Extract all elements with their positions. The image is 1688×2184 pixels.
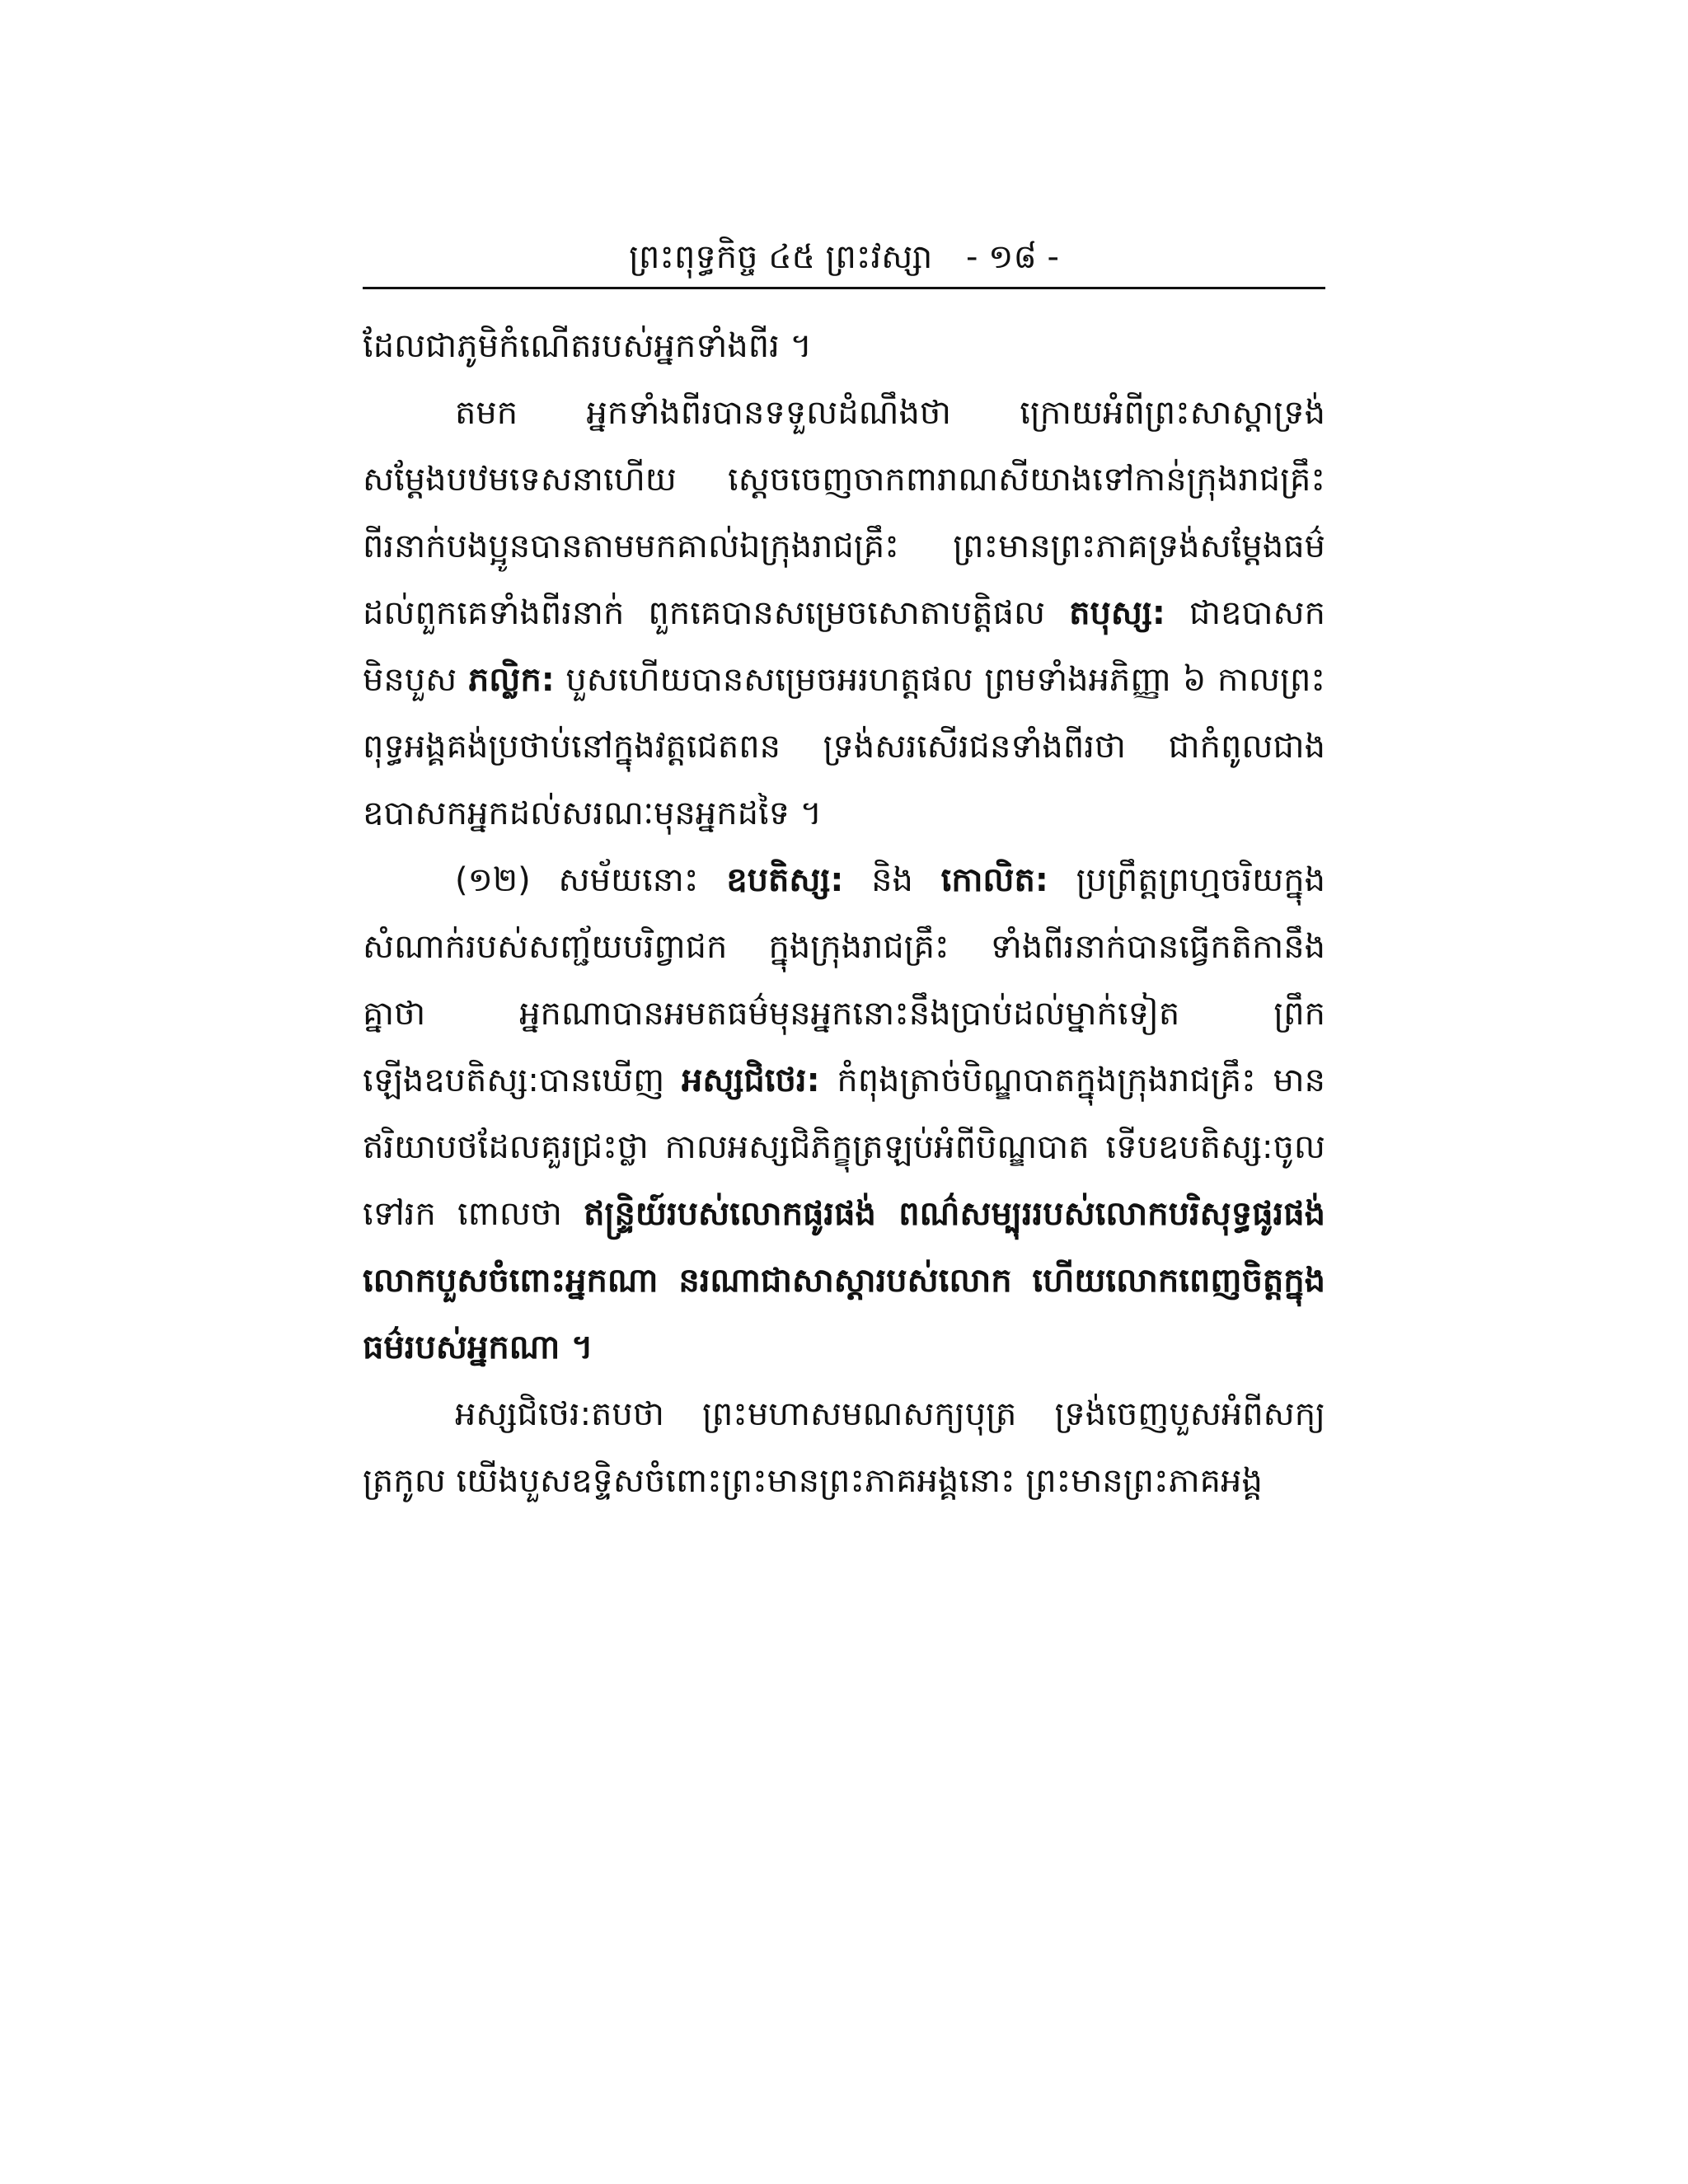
name-upatissa: ឧបតិស្ស: (726, 861, 844, 899)
paragraph-3 (363, 847, 1325, 1381)
running-header (363, 232, 1325, 282)
body-text (363, 313, 1325, 1515)
text-run: និង (843, 861, 941, 899)
text-run: (១២) សម័យនោះ (455, 861, 727, 899)
name-assaji-thera: អស្សជិថេរ: (682, 1062, 820, 1099)
text-run: ជាឧបាសកមិនបួស (363, 594, 1325, 699)
paragraph-1 (363, 313, 1325, 380)
name-kolita: កោលិត: (940, 861, 1048, 899)
name-bhallika: ភល្លិក: (467, 661, 555, 699)
paragraph-4 (363, 1381, 1325, 1515)
text-run: បួសហើយបានសម្រេចអរហត្តផល ព្រមទាំងអភិញ្ញា ៦ កាលព្រះពុទ្ធអង្គគង់ប្រថាប់នៅក្នុងវត្តជេតពន ទ្រង់សរសើរជនទាំងពីរថា ជាកំពូលជាងឧបាសកអ្នកដល់សរណៈមុនអ្នកដទៃ ។ (363, 661, 1325, 832)
text-run: ប្រព្រឹត្តព្រហ្មចរិយក្នុងសំណាក់របស់សញ្ជ័យបរិព្វាជក ក្នុងក្រុងរាជគ្រឹះ ទាំងពីរនាក់បានធ្វើកតិកានឹងគ្នាថា អ្នកណាបានអមតធម៌មុនអ្នកនោះនឹងប្រាប់ដល់ម្នាក់ទៀត ព្រឹកឡើងឧបតិស្ស:បានឃើញ (363, 861, 1325, 1099)
text-run: អស្សជិថេរ:តបថា ព្រះមហាសមណសក្យបុត្រ ទ្រង់ចេញបួសអំពីសក្យត្រកូល យើងបួសឧទ្ទិសចំពោះព្រះមានព្រះភាគអង្គនោះ ព្រះមានព្រះភាគអង្គ (363, 1395, 1325, 1500)
text-run: តមក អ្នកទាំងពីរបានទទួលដំណឹងថា ក្រោយអំពីព្រះសាស្ដាទ្រង់សម្ដែងបឋមទេសនាហើយ ស្ដេចចេញចាកពារាណសីយាងទៅកាន់ក្រុងរាជគ្រឹះ ពីរនាក់បងប្អូនបានតាមមកគាល់ឯក្រុងរាជគ្រឹះ ព្រះមានព្រះភាគទ្រង់សម្ដែងធម៌ដល់ពួកគេទាំងពីរនាក់ ពួកគេបានសម្រេចសោតាបត្តិផល (363, 394, 1325, 632)
bold-quote: ឥន្ទ្រិយ៍របស់លោកផូរផង់ ពណ៌សម្បុររបស់លោកបរិសុទ្ធផូរផង់ លោកបួសចំពោះអ្នកណា នរណាជាសាស្ដារបស់លោក ហើយលោកពេញចិត្តក្នុងធម៌របស់អ្នកណា ។ (363, 1195, 1325, 1366)
text-run: កំពុងត្រាច់បិណ្ឌបាតក្នុងក្រុងរាជគ្រឹះ មានឥរិយាបថដែលគួរជ្រះថ្លា កាលអស្សជិភិក្ខុត្រឡប់អំពីបិណ្ឌបាត ទើបឧបតិស្ស:ចូលទៅរក ពោលថា (363, 1062, 1325, 1233)
header-rule (363, 287, 1325, 289)
page-number: - ១៨ - (966, 238, 1059, 276)
header-title: ព្រះពុទ្ធកិច្ច ៤៥ ព្រះវស្សា (629, 238, 933, 276)
paragraph-2 (363, 380, 1325, 847)
name-tapussa: តបុស្ស: (1069, 594, 1165, 632)
text-run: ដែលជាភូមិកំណើតរបស់អ្នកទាំងពីរ ។ (363, 327, 812, 365)
